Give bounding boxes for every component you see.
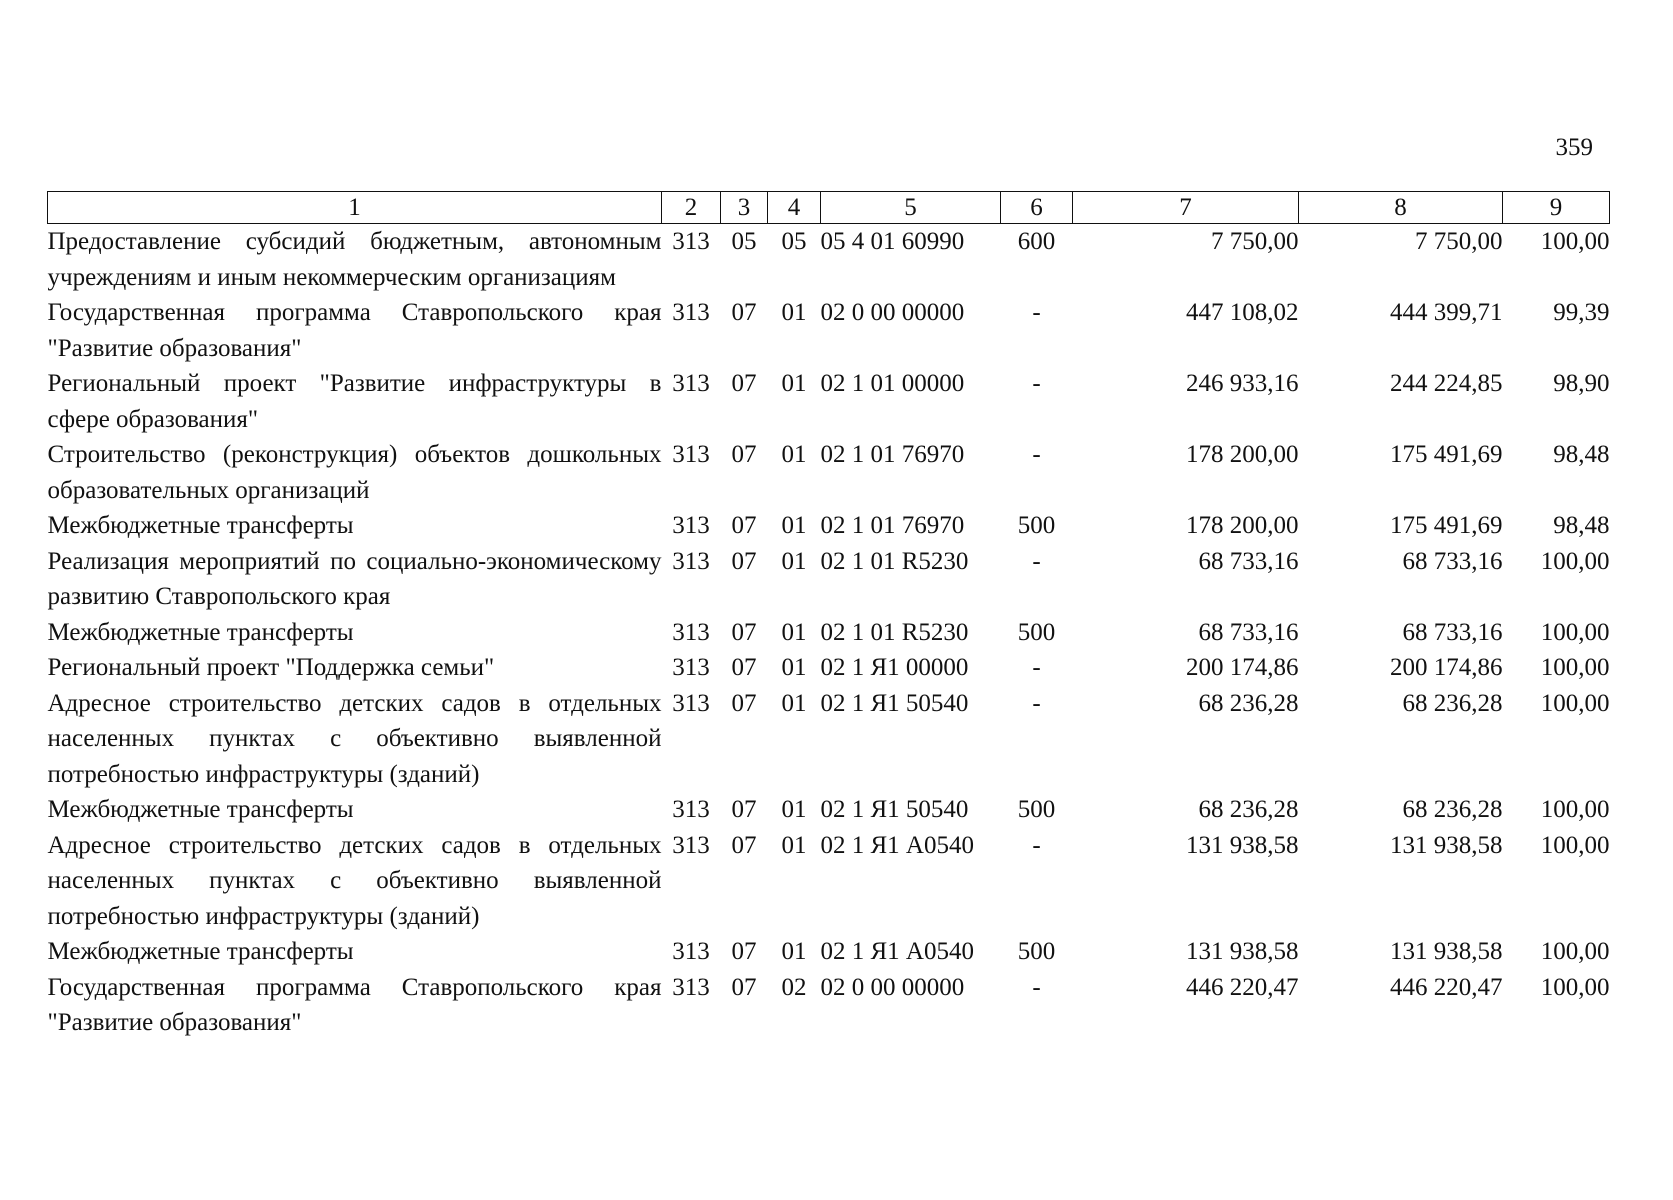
row-section: 07 xyxy=(731,831,757,859)
row-planned: 68 236,28 xyxy=(1198,796,1299,823)
row-section: 07 xyxy=(731,370,757,397)
row-target: 02 0 00 00000 xyxy=(820,299,965,326)
row-code: 313 xyxy=(672,370,710,397)
header-col-2: 2 xyxy=(662,192,721,224)
header-col-6: 6 xyxy=(1001,192,1073,224)
header-col-8: 8 xyxy=(1299,192,1503,224)
table-row xyxy=(48,792,1610,828)
table-row xyxy=(48,828,1610,935)
row-subsection: 01 xyxy=(781,370,807,397)
table-row xyxy=(48,224,1610,296)
row-percent: 100,00 xyxy=(1540,228,1610,255)
row-subsection: 01 xyxy=(781,689,807,717)
row-section: 07 xyxy=(731,689,757,717)
row-type: - xyxy=(1032,689,1041,717)
row-name: Адресное строительство детских садов в отдельных населенных пунктах с объективно выявленной потребностью инфраструктуры (зданий) xyxy=(47,689,662,788)
row-type: - xyxy=(1032,299,1041,326)
row-code: 313 xyxy=(672,512,710,539)
row-subsection: 01 xyxy=(781,831,807,859)
row-target: 05 4 01 60990 xyxy=(820,228,965,255)
table-row xyxy=(48,437,1610,508)
header-row xyxy=(48,192,1610,224)
row-actual: 68 236,28 xyxy=(1402,796,1503,823)
table-row xyxy=(48,650,1610,686)
row-section: 07 xyxy=(731,973,757,1001)
row-type: 500 xyxy=(1017,796,1056,823)
row-section: 07 xyxy=(731,299,757,326)
row-code: 313 xyxy=(672,973,710,1001)
header-col-4: 4 xyxy=(768,192,821,224)
row-name: Региональный проект "Поддержка семьи" xyxy=(47,654,495,681)
row-section: 07 xyxy=(731,938,757,965)
row-subsection: 01 xyxy=(781,512,807,539)
row-code: 313 xyxy=(672,618,710,646)
row-code: 313 xyxy=(672,796,710,823)
row-actual: 68 733,16 xyxy=(1402,547,1503,575)
row-planned: 446 220,47 xyxy=(1186,973,1299,1001)
row-subsection: 01 xyxy=(781,796,807,823)
row-section: 07 xyxy=(731,547,757,575)
row-planned: 178 200,00 xyxy=(1186,441,1299,468)
row-percent: 100,00 xyxy=(1540,689,1610,717)
row-type: 500 xyxy=(1017,938,1056,965)
row-percent: 100,00 xyxy=(1540,618,1610,646)
row-subsection: 05 xyxy=(781,228,807,255)
table-row xyxy=(48,295,1610,366)
header-col-1: 1 xyxy=(48,192,662,224)
row-target: 02 0 00 00000 xyxy=(820,973,965,1001)
row-code: 313 xyxy=(672,228,710,255)
row-actual: 68 236,28 xyxy=(1402,689,1503,717)
row-actual: 68 733,16 xyxy=(1402,618,1503,646)
row-target: 02 1 Я1 50540 xyxy=(820,689,969,717)
row-actual: 244 224,85 xyxy=(1390,370,1503,397)
table-row xyxy=(48,615,1610,651)
row-code: 313 xyxy=(672,547,710,575)
row-actual: 175 491,69 xyxy=(1390,441,1503,468)
row-actual: 200 174,86 xyxy=(1390,654,1503,681)
row-name: Государственная программа Ставропольского края "Развитие образования" xyxy=(47,973,662,1036)
row-planned: 68 733,16 xyxy=(1198,618,1299,646)
budget-table xyxy=(47,191,1610,1041)
row-percent: 98,48 xyxy=(1553,512,1610,539)
row-name: Межбюджетные трансферты xyxy=(47,618,354,646)
row-section: 07 xyxy=(731,512,757,539)
row-type: - xyxy=(1032,441,1041,468)
row-percent: 100,00 xyxy=(1540,973,1610,1001)
table-row xyxy=(48,544,1610,615)
row-actual: 131 938,58 xyxy=(1390,938,1503,965)
row-target: 02 1 Я1 А0540 xyxy=(820,938,974,965)
row-section: 07 xyxy=(731,441,757,468)
row-planned: 178 200,00 xyxy=(1186,512,1299,539)
row-target: 02 1 Я1 00000 xyxy=(820,654,969,681)
row-percent: 98,48 xyxy=(1553,441,1610,468)
row-percent: 100,00 xyxy=(1540,654,1610,681)
row-code: 313 xyxy=(672,654,710,681)
row-planned: 7 750,00 xyxy=(1211,228,1299,255)
header-col-9: 9 xyxy=(1503,192,1610,224)
row-code: 313 xyxy=(672,938,710,965)
row-target: 02 1 Я1 50540 xyxy=(820,796,969,823)
row-planned: 68 236,28 xyxy=(1198,689,1299,717)
table-row xyxy=(48,366,1610,437)
row-type: - xyxy=(1032,973,1041,1001)
table-header xyxy=(48,192,1610,224)
row-code: 313 xyxy=(672,299,710,326)
row-type: - xyxy=(1032,547,1041,575)
row-section: 05 xyxy=(731,228,757,255)
row-name: Межбюджетные трансферты xyxy=(47,512,354,539)
row-name: Межбюджетные трансферты xyxy=(47,938,354,965)
row-target: 02 1 01 76970 xyxy=(820,512,965,539)
row-name: Предоставление субсидий бюджетным, автономным учреждениям и иным некоммерческим организациям xyxy=(47,228,662,291)
row-actual: 131 938,58 xyxy=(1390,831,1503,859)
row-type: - xyxy=(1032,831,1041,859)
row-percent: 100,00 xyxy=(1540,796,1610,823)
row-subsection: 01 xyxy=(781,441,807,468)
row-section: 07 xyxy=(731,796,757,823)
row-code: 313 xyxy=(672,689,710,717)
row-subsection: 01 xyxy=(781,547,807,575)
row-percent: 98,90 xyxy=(1553,370,1610,397)
row-planned: 131 938,58 xyxy=(1186,831,1299,859)
row-subsection: 01 xyxy=(781,299,807,326)
row-percent: 99,39 xyxy=(1553,299,1610,326)
row-section: 07 xyxy=(731,654,757,681)
row-subsection: 01 xyxy=(781,654,807,681)
row-name: Государственная программа Ставропольского края "Развитие образования" xyxy=(47,299,662,362)
row-type: - xyxy=(1032,654,1041,681)
row-planned: 131 938,58 xyxy=(1186,938,1299,965)
row-actual: 446 220,47 xyxy=(1390,973,1503,1001)
row-target: 02 1 01 R5230 xyxy=(820,547,969,575)
row-planned: 447 108,02 xyxy=(1186,299,1299,326)
row-target: 02 1 Я1 А0540 xyxy=(820,831,974,859)
row-type: 500 xyxy=(1017,512,1056,539)
header-col-3: 3 xyxy=(721,192,768,224)
row-name: Межбюджетные трансферты xyxy=(47,796,354,823)
table-row xyxy=(48,508,1610,544)
row-subsection: 01 xyxy=(781,938,807,965)
table-row xyxy=(48,970,1610,1041)
row-code: 313 xyxy=(672,831,710,859)
row-name: Реализация мероприятий по социально-экономическому развитию Ставропольского края xyxy=(47,547,662,610)
table-row xyxy=(48,686,1610,793)
row-target: 02 1 01 00000 xyxy=(820,370,965,397)
row-percent: 100,00 xyxy=(1540,831,1610,859)
row-name: Адресное строительство детских садов в отдельных населенных пунктах с объективно выявленной потребностью инфраструктуры (зданий) xyxy=(47,831,662,930)
header-col-5: 5 xyxy=(821,192,1001,224)
row-code: 313 xyxy=(672,441,710,468)
row-name: Региональный проект "Развитие инфраструктуры в сфере образования" xyxy=(47,370,662,433)
row-target: 02 1 01 76970 xyxy=(820,441,965,468)
row-actual: 444 399,71 xyxy=(1390,299,1503,326)
row-name: Строительство (реконструкция) объектов дошкольных образовательных организаций xyxy=(47,441,662,504)
row-actual: 175 491,69 xyxy=(1390,512,1503,539)
row-percent: 100,00 xyxy=(1540,938,1610,965)
header-col-7: 7 xyxy=(1073,192,1299,224)
row-planned: 200 174,86 xyxy=(1186,654,1299,681)
row-planned: 68 733,16 xyxy=(1198,547,1299,575)
row-planned: 246 933,16 xyxy=(1186,370,1299,397)
row-type: 600 xyxy=(1017,228,1056,255)
table-body xyxy=(48,224,1610,1041)
row-percent: 100,00 xyxy=(1540,547,1610,575)
row-type: - xyxy=(1032,370,1041,397)
row-target: 02 1 01 R5230 xyxy=(820,618,969,646)
row-subsection: 02 xyxy=(781,973,807,1001)
table-row xyxy=(48,934,1610,970)
row-section: 07 xyxy=(731,618,757,646)
row-type: 500 xyxy=(1017,618,1056,646)
row-actual: 7 750,00 xyxy=(1415,228,1503,255)
page-number: 359 xyxy=(1555,134,1593,161)
row-subsection: 01 xyxy=(781,618,807,646)
